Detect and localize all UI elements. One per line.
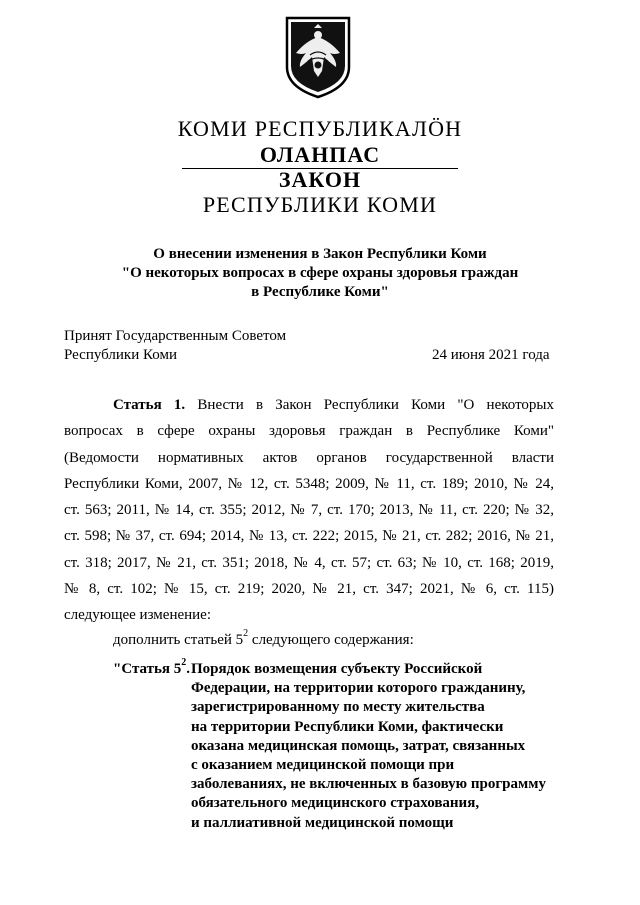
header-line-olanpas: ОЛАНПАС xyxy=(259,142,381,167)
article-1-line: вопросах в сфере охраны здоровья граждан в Республике Коми" xyxy=(64,423,554,440)
new-article-title xyxy=(191,660,546,833)
adoption-date: 24 июня 2021 года xyxy=(432,347,550,363)
new-article-line: на территории Республики Коми, фактически xyxy=(191,718,504,735)
article-1-line: № 8, ст. 102; № 15, ст. 219; 2020, № 21, ст. 347; 2021, № 6, ст. 115) xyxy=(64,581,554,598)
law-title xyxy=(0,245,640,302)
header-line-republic: РЕСПУБЛИКИ КОМИ xyxy=(202,192,438,217)
law-title-line: "О некоторых вопросах в сфере охраны здоровья граждан xyxy=(121,265,519,281)
new-article-line: обязательного медицинского страхования, xyxy=(191,795,480,812)
article-1-label: Статья 1. xyxy=(113,397,186,413)
new-article-line: оказана медицинская помощь, затрат, связанных xyxy=(191,737,526,754)
coat-of-arms-icon xyxy=(284,15,352,99)
header-line-komi: КОМИ РЕСПУБЛИКАЛӦН xyxy=(177,116,463,141)
article-1-line: ст. 563; 2011, № 14, ст. 355; 2012, № 7, ст. 170; 2013, № 11, ст. 220; № 32, xyxy=(64,502,554,519)
article-1-line: следующее изменение: xyxy=(64,607,212,624)
new-article-line: с оказанием медицинской помощи при xyxy=(191,757,455,774)
article-1-line: Республики Коми, 2007, № 12, ст. 5348; 2009, № 11, ст. 189; 2010, № 24, xyxy=(64,475,554,492)
article-1 xyxy=(64,392,554,629)
adoption-body xyxy=(64,327,286,365)
article-1-line: ст. 318; 2017, № 21, ст. 351; 2018, № 4, ст. 57; ст. 63; № 10, ст. 168; 2019, xyxy=(64,554,554,571)
article-1-line: ст. 598; № 37, ст. 694; 2014, № 13, ст. 222; 2015, № 21, ст. 282; 2016, № 21, xyxy=(64,528,554,545)
law-title-line: О внесении изменения в Закон Республики Коми xyxy=(153,246,487,262)
new-article-line: Порядок возмещения субъекту Российской xyxy=(191,661,483,677)
supplement-instruction: дополнить статьей $5^2$ следующего содержания: xyxy=(113,628,414,648)
law-title-line: в Республике Коми" xyxy=(251,284,389,300)
article-1-line: (Ведомости нормативных актов органов государственной власти xyxy=(64,449,554,466)
new-article-line: Федерации, на территории которого гражданину, xyxy=(191,680,526,697)
new-article-line: заболеваниях, не включенных в базовую программу xyxy=(191,776,546,793)
new-article-line: и паллиативной медицинской помощи xyxy=(191,814,454,831)
new-article-label: "Статья $5^2$. xyxy=(113,657,191,677)
adoption-line: Республики Коми xyxy=(64,347,177,363)
article-1-line: Статья 1. Внести в Закон Республики Коми "О некоторых xyxy=(113,397,555,413)
header-line-zakon: ЗАКОН xyxy=(278,167,362,192)
adoption-line: Принят Государственным Советом xyxy=(64,328,287,344)
new-article-line: зарегистрированному по месту жительства xyxy=(191,699,485,716)
